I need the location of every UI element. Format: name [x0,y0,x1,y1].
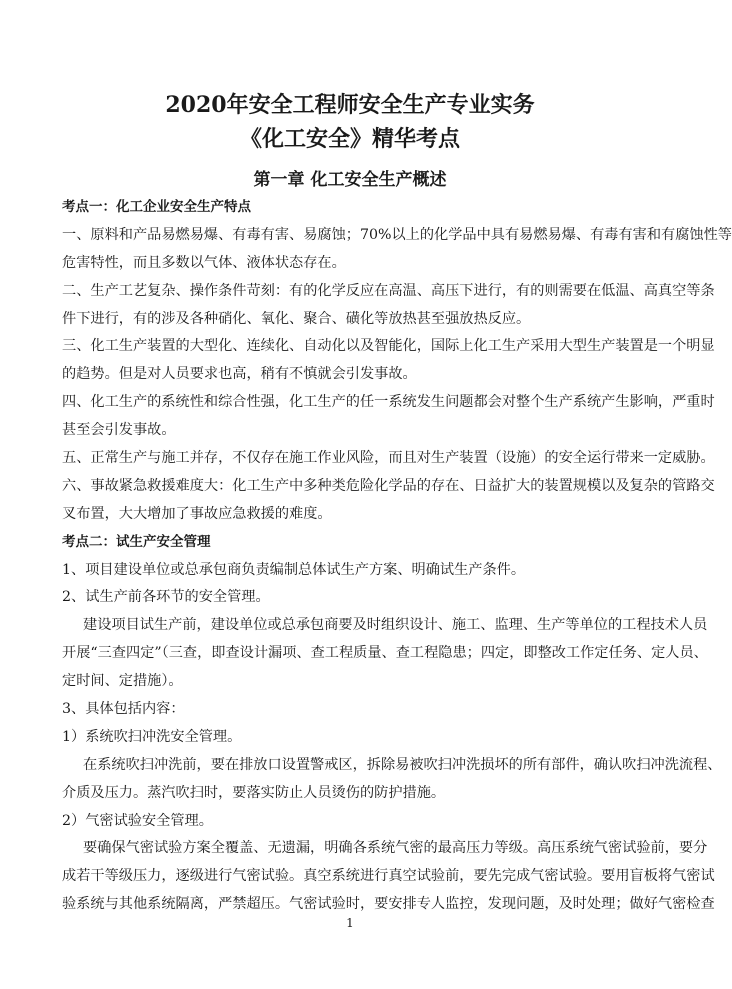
text-line: 2）气密试验安全管理。 [62,812,213,829]
text-line: 要确保气密试验方案全覆盖、无遗漏，明确各系统气密的最高压力等级。高压系统气密试验前，要分 [83,840,708,857]
text-line: 2、试生产前各环节的安全管理。 [62,589,270,606]
page-number: 1 [346,916,354,930]
section-heading: 考点二：试生产安全管理 [62,533,211,550]
text-line: 建设项目试生产前，建设单位或总承包商要及时组织设计、施工、监理、生产等单位的工程技术人员 [83,617,708,634]
text-line: 的趋势。但是对人员要求也高，稍有不慎就会引发事故。 [62,366,417,383]
text-line: 五、正常生产与施工并存，不仅存在施工作业风险，而且对生产装置（设施）的安全运行带来一定威胁。 [62,450,715,467]
text-line: 六、事故紧急救援难度大：化工生产中多种类危险化学品的存在、日益扩大的装置规模以及复杂的管路交 [62,477,715,494]
document-title: 2020年安全工程师安全生产专业实务 [165,92,535,118]
text-line: 定时间、定措施）。 [62,673,183,690]
text-line: 1）系统吹扫冲洗安全管理。 [62,728,242,745]
text-line: 件下进行，有的涉及各种硝化、氧化、聚合、磺化等放热甚至强放热反应。 [62,310,531,327]
text-line: 3、具体包括内容： [62,701,185,718]
chapter-title: 第一章 化工安全生产概述 [253,170,447,190]
document-subtitle: 《化工安全》精华考点 [239,126,460,152]
text-line: 一、原料和产品易燃易爆、有毒有害、易腐蚀；70%以上的化学品中具有易燃易爆、有毒有害和有腐蚀性等 [62,226,732,243]
text-line: 四、化工生产的系统性和综合性强，化工生产的任一系统发生问题都会对整个生产系统产生影响，严重时 [62,394,715,411]
text-line: 甚至会引发事故。 [62,422,176,439]
text-line: 验系统与其他系统隔离，严禁超压。气密试验时，要安排专人监控，发现问题，及时处理；做好气密检查 [62,896,715,913]
text-line: 成若干等级压力，逐级进行气密试验。真空系统进行真空试验前，要先完成气密试验。要用盲板将气密试 [62,868,715,885]
text-line: 三、化工生产装置的大型化、连续化、自动化以及智能化，国际上化工生产采用大型生产装置是一个明显 [62,338,715,355]
text-line: 在系统吹扫冲洗前，要在排放口设置警戒区，拆除易被吹扫冲洗损坏的所有部件，确认吹扫冲洗流程、 [83,756,722,773]
text-line: 叉布置，大大增加了事故应急救援的难度。 [62,505,332,522]
text-line: 介质及压力。蒸汽吹扫时，要落实防止人员烫伤的防护措施。 [62,784,446,801]
section-heading: 考点一：化工企业安全生产特点 [62,199,251,215]
text-line: 开展“三查四定”（三查，即查设计漏项、查工程质量、查工程隐患；四定，即整改工作定任务、定人员、 [62,645,708,662]
text-line: 危害特性，而且多数以气体、液体状态存在。 [62,254,346,271]
text-line: 二、生产工艺复杂、操作条件苛刻：有的化学反应在高温、高压下进行，有的则需要在低温、高真空等条 [62,282,715,299]
document-body [62,194,732,919]
text-line: 1、项目建设单位或总承包商负责编制总体试生产方案、明确试生产条件。 [62,561,526,578]
